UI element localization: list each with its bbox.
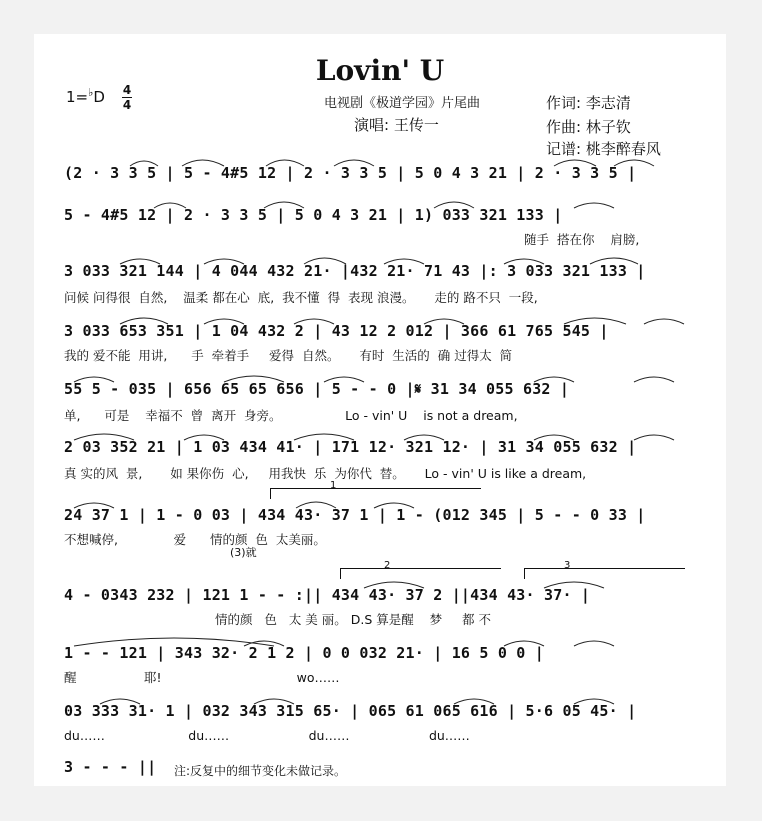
- notation-row-3: 3 033 321 144 | 4 044 432 21· |432 21· 71 43 |: 3 033 321 133 |: [64, 262, 646, 280]
- notation-row-6: 2 03 352 21 | 1 03 434 41· | 171 12· 321 12· | 31 34 055 632 |: [64, 438, 637, 456]
- notation-row-7: 24 37 1 | 1 - 0 03 | 434 43· 37 1 | 1 - (012 345 | 5 - - 0 33 |: [64, 506, 646, 524]
- lyric-row-4: 我的 爱不能 用讲, 手 牵着手 爱得 自然。 有时 生活的 确 过得太 简: [64, 348, 513, 363]
- third-verse-note: (3)就: [230, 546, 257, 559]
- lyric-row-5: 单, 可是 幸福不 曾 离开 身旁。 Lo - vin' U is not a dream,: [64, 408, 518, 423]
- notation-row-11: 3 - - - ||: [64, 758, 157, 776]
- lyric-row-2: 随手 搭在你 肩膀,: [524, 232, 640, 247]
- lyric-row-9: 醒 耶! wo……: [64, 670, 340, 685]
- notation-row-5: 55 5 - 035 | 656 65 65 656 | 5 - - 0 |𝄋 31 34 055 632 |: [64, 380, 570, 398]
- lyric-row-6: 真 实的风 景, 如 果你伤 心, 用我快 乐 为你代 替。 Lo - vin' U is like a dream,: [64, 466, 587, 481]
- volta-3-number: 3: [564, 560, 571, 571]
- slur-marks: [34, 34, 726, 786]
- lyric-row-8: 情的颜 色 太 美 丽。 D.S 算是醒 梦 都 不: [64, 612, 491, 627]
- singer: 演唱: 王传一: [354, 116, 439, 134]
- lyric-row-3: 问候 问得很 自然, 温柔 都在心 底, 我不懂 得 表现 浪漫。 走的 路不只 一段,: [64, 290, 538, 305]
- footnote: 注:反复中的细节变化未做记录。: [174, 764, 347, 778]
- notation-row-2: 5 - 4#5 12 | 2 · 3 3 5 | 5 0 4 3 21 | 1) 033 321 133 |: [64, 206, 563, 224]
- notation-row-1: (2 · 3 3 5 | 5 - 4#5 12 | 2 · 3 3 5 | 5 0 4 3 21 | 2 · 3 3 5 |: [64, 164, 637, 182]
- key-prefix: 1=: [66, 88, 89, 106]
- time-top: 4: [122, 83, 132, 97]
- lyricist: 作词: 李志清: [546, 94, 631, 112]
- volta-2-number: 2: [384, 560, 391, 571]
- composer: 作曲: 林子钦: [546, 118, 631, 136]
- notation-row-9: 1 - - 121 | 343 32· 2 1 2 | 0 0 032 21· | 16 5 0 0 |: [64, 644, 544, 662]
- lyric-row-7: 不想喊停, 爱 情的颜 色 太美丽。: [64, 532, 326, 547]
- transcriber: 记谱: 桃李醉春风: [546, 140, 661, 158]
- lyric-row-10: du…… du…… du…… du……: [64, 728, 470, 743]
- notation-row-4: 3 033 653 351 | 1 04 432 2 | 43 12 2 012 | 366 61 765 545 |: [64, 322, 609, 340]
- song-title: Lovin' U: [315, 54, 445, 87]
- notation-row-10: 03 333 31· 1 | 032 343 315 65· | 065 61 065 616 | 5·6 05 45· |: [64, 702, 637, 720]
- subtitle: 电视剧《极道学园》片尾曲: [324, 96, 481, 111]
- volta-1-number: 1: [330, 480, 337, 491]
- key-letter: D: [93, 88, 105, 106]
- notation-row-8: 4 - 0343 232 | 121 1 - - :|| 434 43· 37 2 ||434 43· 37· |: [64, 586, 591, 604]
- flat-sign: ♭: [88, 86, 94, 99]
- time-bottom: 4: [122, 98, 132, 112]
- score-sheet: [34, 34, 726, 786]
